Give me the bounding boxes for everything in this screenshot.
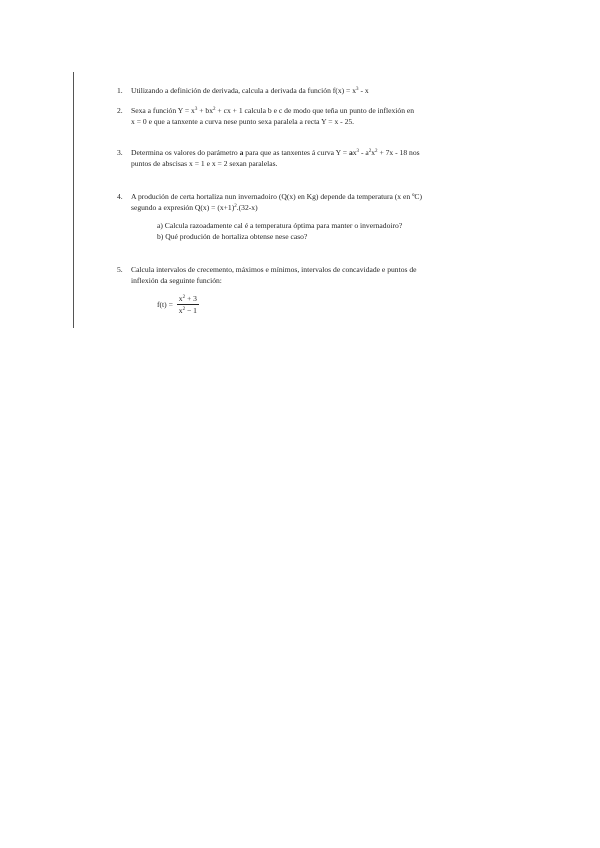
- question-text-line-2: puntos de abscisas x = 1 e x = 2 sexan paralelas.: [131, 159, 278, 168]
- function-label: f(t) =: [157, 299, 173, 309]
- question-text-line-2: segundo a expresión $Q(x) = (x+1)^2.(32-x)$: [131, 203, 258, 212]
- question-number: 4.: [117, 192, 123, 201]
- subquestion-a: a) Calcula razoadamente cal é a temperatura óptima para manter o invernadoiro?: [157, 221, 403, 230]
- fraction-numerator: $x^2 + 3$: [178, 294, 197, 303]
- question-text: Utilizando a definición de derivada, calcula a derivada da función $f(x) = x^3 - x$: [131, 86, 369, 95]
- fraction-denominator: $x^2 - 1$: [178, 306, 197, 315]
- question-text: Determina os valores do parámetro a para que as tanxentes á curva $Y = ax^3 - a^2x^2 + 7x - 18$ nos: [131, 148, 420, 157]
- question-number: 1.: [117, 86, 123, 95]
- subquestion-b: b) Qué produción de hortaliza obtense nese caso?: [157, 232, 308, 241]
- question-text: A produción de certa hortaliza nun invernadoiro (Q(x) en Kg) depende da temperatura (x en ºC): [131, 192, 423, 201]
- question-text-line-2: x = 0 e que a tanxente a curva nese punto sexa paralela a recta Y = x - 25.: [131, 117, 355, 126]
- question-text: Calcula intervalos de crecemento, máximos e mínimos, intervalos de concavidade e puntos de: [131, 265, 417, 274]
- question-text-line-2: inflexión da seguinte función:: [131, 276, 222, 285]
- fraction: [177, 294, 199, 316]
- left-margin-rule: [73, 72, 74, 328]
- function-formula: [157, 294, 199, 316]
- question-number: 5.: [117, 265, 123, 274]
- question-number: 2.: [117, 106, 123, 115]
- question-text: Sexa a función $Y = x^3 + bx^2$ + cx + 1 calcula b e c de modo que teña un punto de inflexión en: [131, 106, 415, 115]
- question-number: 3.: [117, 148, 123, 157]
